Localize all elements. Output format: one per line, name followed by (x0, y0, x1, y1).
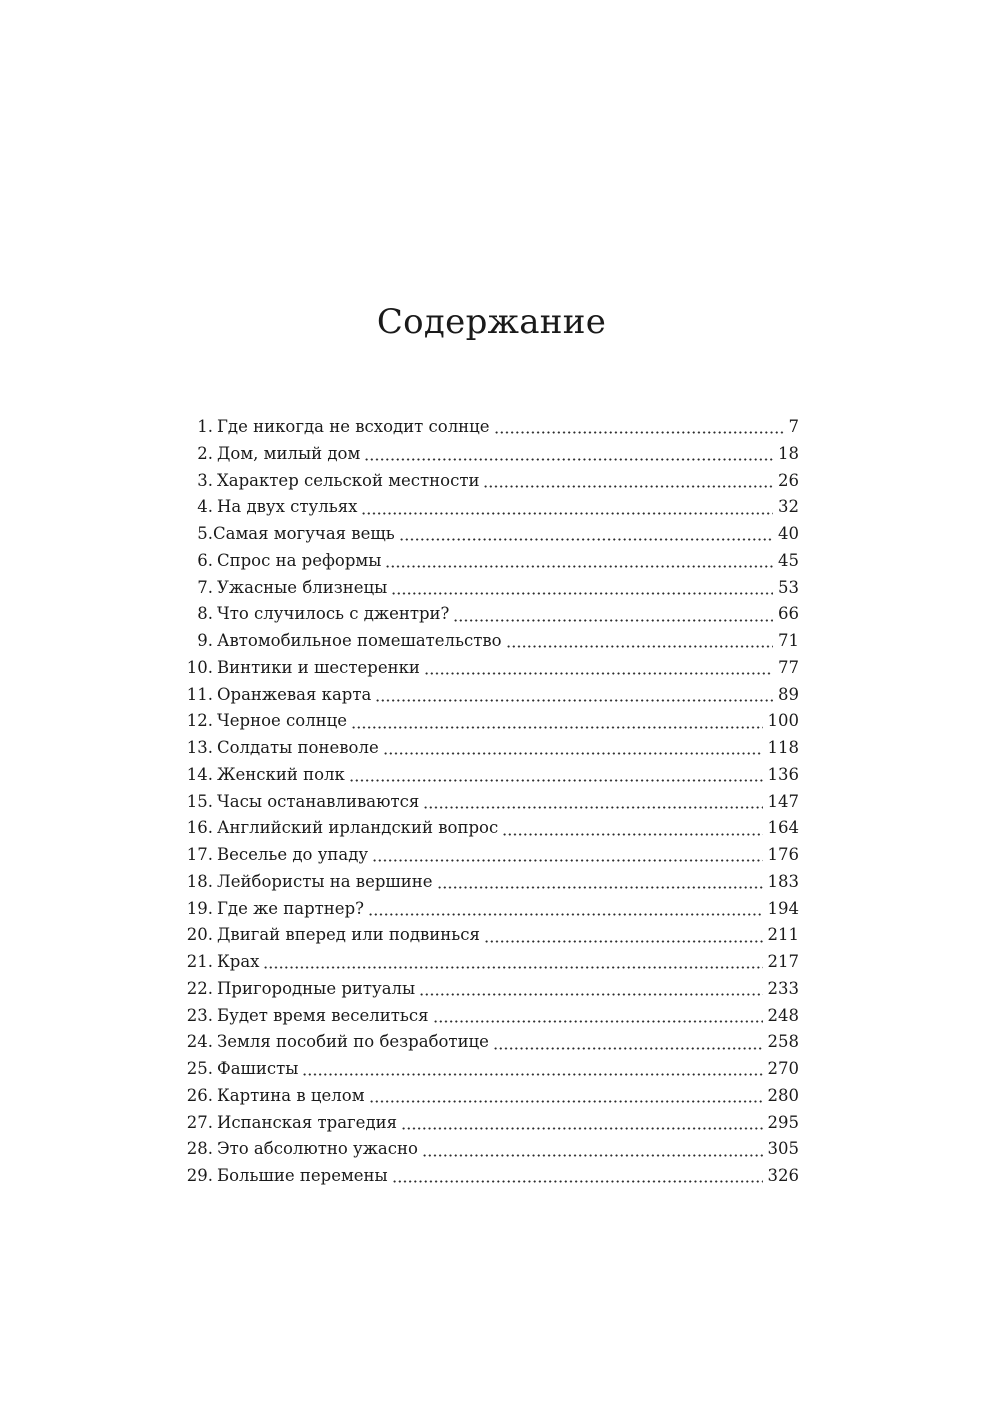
toc-entry-number: 8. (197, 604, 213, 624)
toc-entry-number: 10. (186, 657, 213, 677)
toc-entry-page: 147 (767, 791, 799, 811)
toc-entry-page: 270 (767, 1059, 799, 1078)
toc-entry-title: Лейбористы на вершине (217, 871, 433, 891)
toc-entry-title: Часы останавливаются (217, 791, 420, 811)
dot-leader (453, 609, 773, 627)
toc-entry-number: 2. (197, 443, 213, 463)
toc-entry-title: Пригородные ритуалы (217, 978, 416, 998)
toc-entry-page: 66 (778, 604, 799, 624)
toc-entry[interactable] (183, 1083, 799, 1110)
dot-leader (364, 448, 773, 466)
toc-entry-title: Где же партнер? (217, 898, 364, 918)
toc-entry-page: 89 (778, 684, 799, 704)
dot-leader (399, 528, 773, 546)
toc-entry-title: Винтики и шестеренки (217, 657, 420, 677)
toc-entry-page: 248 (767, 1005, 799, 1025)
toc-entry-title: Спрос на реформы (217, 550, 382, 570)
toc-entry-title: На двух стульях (217, 497, 358, 517)
toc-entry[interactable] (183, 762, 799, 789)
toc-entry-number: 24. (186, 1032, 213, 1052)
toc-entry-title: Женский полк (217, 764, 345, 784)
dot-leader (419, 983, 762, 1001)
toc-entry-page: 305 (767, 1139, 799, 1159)
dot-leader (494, 421, 784, 439)
toc-entry-title: Где никогда не всходит солнце (217, 417, 490, 436)
toc-entry-title: Что случилось с джентри? (217, 604, 450, 624)
toc-entry[interactable] (183, 1029, 799, 1056)
toc-entry-page: 295 (767, 1112, 799, 1132)
toc-entry-number: 26. (186, 1085, 213, 1105)
toc-entry-title: Испанская трагедия (217, 1112, 398, 1132)
toc-entry-number: 13. (186, 738, 213, 757)
toc-entry-title: Крах (217, 952, 260, 971)
toc-entry-page: 280 (767, 1085, 799, 1105)
toc-entry-title: Солдаты поневоле (217, 738, 379, 757)
dot-leader (302, 1063, 762, 1081)
dot-leader (423, 796, 762, 814)
dot-leader (392, 1170, 763, 1188)
toc-entry[interactable] (183, 1003, 799, 1030)
toc-entry-title: Самая могучая вещь (213, 524, 395, 543)
toc-entry-title: Черное солнце (217, 711, 348, 731)
toc-entry[interactable] (183, 441, 799, 468)
toc-entry-page: 77 (778, 657, 799, 677)
dot-leader (385, 555, 773, 573)
toc-entry-page: 164 (767, 818, 799, 838)
dot-leader (372, 849, 762, 867)
toc-entry-number: 27. (186, 1112, 213, 1132)
dot-leader (361, 502, 773, 520)
dot-leader (502, 823, 762, 841)
page-title: Содержание (376, 302, 607, 342)
toc-entry-title: Оранжевая карта (217, 684, 372, 704)
toc-entry-number: 5. (197, 524, 213, 543)
toc-entry[interactable] (183, 789, 799, 816)
toc-entry[interactable] (183, 922, 799, 949)
toc-entry-number: 11. (186, 684, 213, 704)
toc-entry[interactable] (183, 1110, 799, 1137)
toc-entry[interactable] (183, 628, 799, 655)
toc-entry-page: 18 (778, 443, 799, 463)
toc-entry-number: 23. (186, 1005, 213, 1025)
toc-entry[interactable] (183, 1056, 799, 1083)
toc-entry-title: Будет время веселиться (217, 1005, 429, 1025)
toc-entry[interactable] (183, 548, 799, 575)
toc-entry[interactable] (183, 521, 799, 548)
toc-entry[interactable] (183, 735, 799, 762)
toc-entry-number: 6. (197, 550, 213, 570)
toc-entry-page: 32 (778, 497, 799, 517)
toc-entry[interactable] (183, 949, 799, 976)
toc-entry-number: 29. (186, 1166, 213, 1185)
toc-entry-number: 9. (197, 631, 213, 650)
toc-entry-page: 217 (767, 952, 799, 971)
toc-entry-title: Автомобильное помешательство (217, 631, 502, 650)
dot-leader (375, 689, 773, 707)
toc-entry[interactable] (183, 869, 799, 896)
toc-entry-number: 14. (186, 764, 213, 784)
toc-entry-page: 26 (778, 470, 799, 490)
dot-leader (433, 1010, 763, 1028)
toc-entry[interactable] (183, 682, 799, 709)
toc-entry-page: 176 (767, 845, 799, 864)
toc-entry-page: 53 (778, 577, 799, 597)
toc-entry-number: 18. (186, 871, 213, 891)
toc-entry-title: Английский ирландский вопрос (217, 818, 499, 838)
toc-entry-page: 7 (788, 417, 799, 436)
toc-entry[interactable] (183, 815, 799, 842)
toc-entry[interactable] (183, 414, 799, 441)
toc-entry-title: Характер сельской местности (217, 470, 480, 490)
dot-leader (401, 1117, 762, 1135)
toc-entry[interactable] (183, 1163, 799, 1190)
toc-entry[interactable] (183, 896, 799, 923)
toc-entry[interactable] (183, 468, 799, 495)
toc-entry-page: 183 (767, 871, 799, 891)
toc-entry-title: Фашисты (217, 1059, 299, 1078)
toc-entry[interactable] (183, 976, 799, 1003)
dot-leader (391, 582, 773, 600)
toc-entry-number: 28. (186, 1139, 213, 1159)
dot-leader (351, 716, 762, 734)
toc-entry-page: 194 (767, 898, 799, 918)
dot-leader (483, 475, 773, 493)
dot-leader (383, 742, 763, 760)
toc-entry-number: 22. (186, 978, 213, 998)
toc-entry-number: 12. (186, 711, 213, 731)
toc-entry-number: 4. (197, 497, 213, 517)
toc-entry-number: 17. (186, 845, 213, 864)
toc-entry-number: 21. (186, 952, 213, 971)
toc-entry-title: Веселье до упаду (217, 845, 369, 864)
toc-entry-title: Дом, милый дом (217, 443, 361, 463)
toc-entry-number: 16. (186, 818, 213, 838)
toc-entry-page: 326 (767, 1166, 799, 1185)
toc-entry-number: 25. (186, 1059, 213, 1078)
dot-leader (369, 1090, 763, 1108)
dot-leader (368, 903, 763, 921)
toc-entry-page: 136 (767, 764, 799, 784)
toc-entry-title: Это абсолютно ужасно (217, 1139, 418, 1159)
dot-leader (422, 1144, 763, 1162)
toc-entry-title: Земля пособий по безработице (217, 1032, 489, 1052)
toc-entry-page: 233 (767, 978, 799, 998)
dot-leader (506, 635, 773, 653)
toc-entry-page: 258 (767, 1032, 799, 1052)
toc-entry-page: 118 (767, 738, 799, 757)
toc-entry-number: 15. (186, 791, 213, 811)
dot-leader (493, 1037, 763, 1055)
dot-leader (437, 876, 763, 894)
toc-entry-number: 7. (197, 577, 213, 597)
toc-entry-number: 1. (197, 417, 213, 436)
toc-entry-page: 40 (778, 524, 799, 543)
dot-leader (424, 662, 773, 680)
toc-entry-title: Двигай вперед или подвинься (217, 925, 480, 945)
dot-leader (349, 769, 763, 787)
toc-entry-page: 211 (767, 925, 799, 945)
toc-entry-page: 100 (767, 711, 799, 731)
toc-entry-page: 71 (778, 631, 799, 650)
toc-entry[interactable] (183, 494, 799, 521)
toc-entry-number: 20. (186, 925, 213, 945)
table-of-contents (183, 414, 799, 1190)
toc-entry-title: Картина в целом (217, 1085, 365, 1105)
toc-entry[interactable] (183, 842, 799, 869)
toc-entry-page: 45 (778, 550, 799, 570)
toc-entry[interactable] (183, 708, 799, 735)
toc-entry-title: Ужасные близнецы (217, 577, 388, 597)
toc-entry[interactable] (183, 655, 799, 682)
toc-entry[interactable] (183, 575, 799, 602)
toc-entry-number: 3. (197, 470, 213, 490)
toc-entry[interactable] (183, 1136, 799, 1163)
toc-entry-title: Большие перемены (217, 1166, 388, 1185)
toc-entry[interactable] (183, 601, 799, 628)
dot-leader (484, 930, 763, 948)
dot-leader (263, 956, 762, 974)
toc-entry-number: 19. (186, 898, 213, 918)
